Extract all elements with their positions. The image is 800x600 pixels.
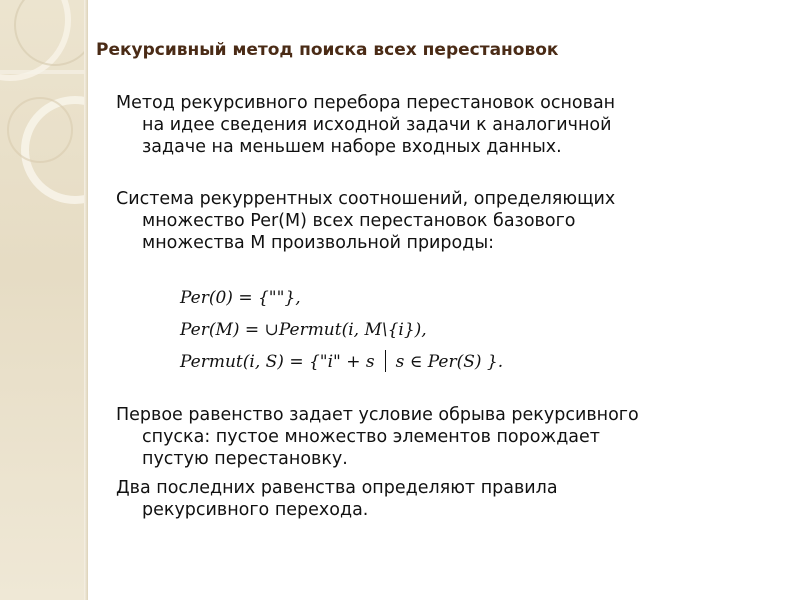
decorative-sidebar — [0, 0, 88, 600]
formula-per-union: Per(M) = ∪Permut(i, M\{i}), — [180, 320, 427, 340]
paragraph-line: рекурсивного перехода. — [142, 500, 369, 520]
formula-permut-right: s ∈ Per(S) }. — [395, 352, 504, 372]
set-builder-bar — [385, 350, 386, 372]
paragraph-line: множество Per(M) всех перестановок базового — [142, 211, 576, 231]
decorative-rings — [0, 0, 88, 600]
paragraph-line: спуска: пустое множество элементов порождает — [142, 427, 600, 447]
formula-per-empty: Per(0) = {""}, — [180, 288, 301, 308]
paragraph-line: пустую перестановку. — [142, 449, 348, 469]
paragraph-line: Два последних равенства определяют правила — [116, 478, 558, 498]
formula-permut — [180, 350, 503, 372]
paragraph-line: Первое равенство задает условие обрыва рекурсивного — [116, 405, 639, 425]
paragraph-last-equalities — [116, 477, 786, 521]
paragraph-line: на идее сведения исходной задачи к аналогичной — [142, 115, 612, 135]
paragraph-line: задаче на меньшем наборе входных данных. — [142, 137, 562, 157]
paragraph-system — [116, 188, 786, 254]
paragraph-line: Система рекуррентных соотношений, определяющих — [116, 189, 616, 209]
sidebar-edge — [84, 0, 88, 600]
slide-title: Рекурсивный метод поиска всех перестановок — [96, 40, 559, 60]
paragraph-line: множества M произвольной природы: — [142, 233, 495, 253]
paragraph-method — [116, 92, 786, 158]
paragraph-first-equality — [116, 404, 786, 470]
paragraph-line: Метод рекурсивного перебора перестановок основан — [116, 93, 616, 113]
formula-permut-left: Permut(i, S) = {"i" + s — [180, 352, 375, 372]
